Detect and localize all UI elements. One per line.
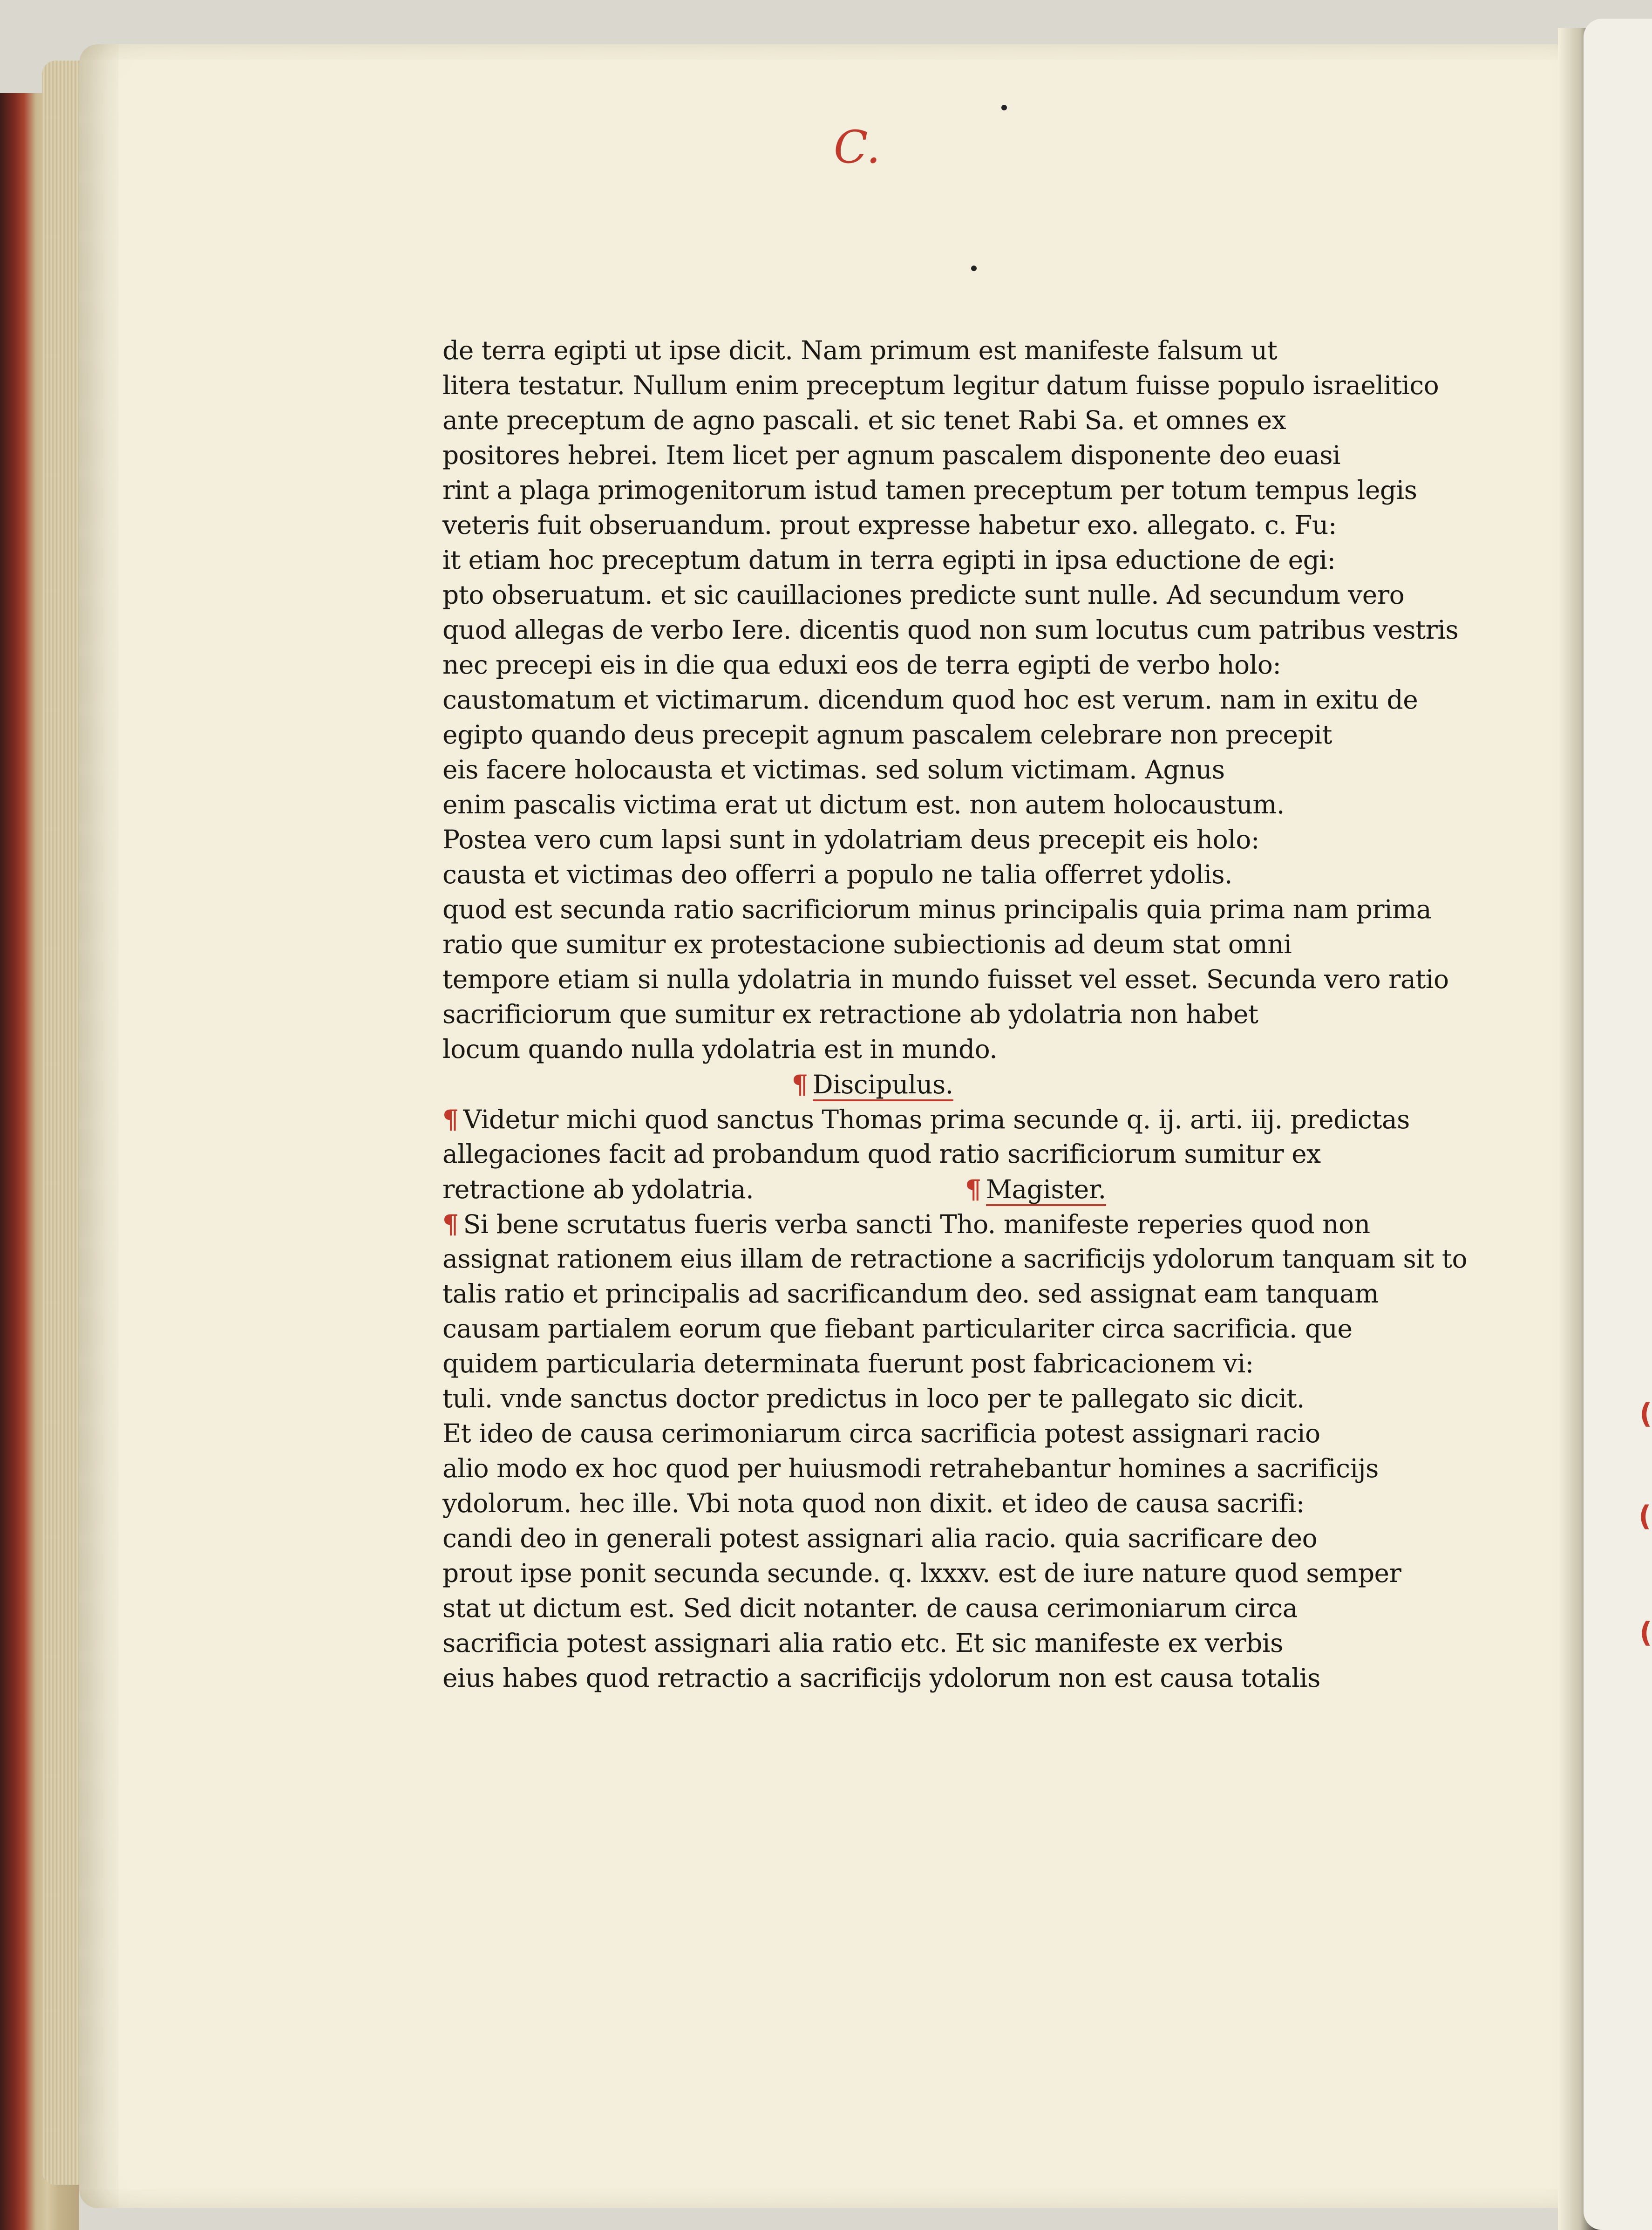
- text-line: ydolorum. hec ille. Vbi nota quod non dixit. et ideo de causa sacrifi:: [442, 1488, 1305, 1518]
- text-line: rint a plaga primogenitorum istud tamen preceptum per totum tempus legis: [442, 475, 1417, 505]
- magister-heading: Magister.: [986, 1174, 1106, 1206]
- text-line: alio modo ex hoc quod per huiusmodi retrahebantur homines a sacrificijs: [442, 1453, 1379, 1483]
- pilcrow-mark: ¶: [792, 1069, 808, 1099]
- text-line: it etiam hoc preceptum datum in terra egipti in ipsa eductione de egi:: [442, 545, 1336, 575]
- text-line: allegaciones facit ad probandum quod ratio sacrificiorum sumitur ex: [442, 1139, 1321, 1169]
- text-line: tuli. vnde sanctus doctor predictus in loco per te pallegato sic dicit.: [442, 1384, 1305, 1413]
- text-line: eis facere holocausta et victimas. sed solum victimam. Agnus: [442, 755, 1225, 784]
- facing-page-rubric-mark: (: [1638, 1500, 1652, 1533]
- text-line: Et ideo de causa cerimoniarum circa sacrificia potest assignari racio: [442, 1418, 1320, 1448]
- text-line: assignat rationem eius illam de retractione a sacrificijs ydolorum tanquam sit to: [442, 1244, 1468, 1274]
- text-line: litera testatur. Nullum enim preceptum legitur datum fuisse populo israelitico: [442, 370, 1439, 400]
- text-line: stat ut dictum est. Sed dicit notanter. de causa cerimoniarum circa: [442, 1593, 1298, 1623]
- text-line: causam partialem eorum que fiebant particulariter circa sacrificia. que: [442, 1314, 1353, 1343]
- section-3: [442, 1207, 1468, 1696]
- text-line: [442, 1102, 1410, 1137]
- discipulus-heading-line: [442, 1067, 1318, 1102]
- text-line: quod est secunda ratio sacrificiorum minus principalis quia prima nam prima: [442, 894, 1432, 924]
- folio-signature: C.: [834, 121, 881, 173]
- text-column: [442, 333, 1468, 1696]
- text-line: ante preceptum de agno pascali. et sic tenet Rabi Sa. et omnes ex: [442, 405, 1286, 435]
- text-line-content: retractione ab ydolatria.: [442, 1174, 754, 1204]
- facing-page-rubric-mark: (: [1639, 1616, 1652, 1649]
- text-line: quidem particularia determinata fuerunt post fabricacionem vi:: [442, 1349, 1254, 1378]
- text-line: sacrificiorum que sumitur ex retractione ab ydolatria non habet: [442, 999, 1258, 1029]
- ink-speck: [971, 266, 977, 271]
- text-line: quod allegas de verbo Iere. dicentis quod non sum locutus cum patribus vestris: [442, 615, 1459, 645]
- text-line: talis ratio et principalis ad sacrificandum deo. sed assignat eam tanquam: [442, 1279, 1379, 1309]
- text-line-content: Si bene scrutatus fueris verba sancti Tho. manifeste reperies quod non: [463, 1209, 1370, 1239]
- facing-page-edge: [1584, 19, 1652, 2230]
- facing-page-rubric-mark: (: [1639, 1398, 1652, 1430]
- ink-speck: [1001, 105, 1007, 110]
- text-line: caustomatum et victimarum. dicendum quod hoc est verum. nam in exitu de: [442, 685, 1418, 715]
- text-line-content: Videtur michi quod sanctus Thomas prima secunde q. ij. arti. iij. predictas: [463, 1105, 1410, 1134]
- text-line: positores hebrei. Item licet per agnum pascalem disponente deo euasi: [442, 440, 1341, 470]
- text-line: tempore etiam si nulla ydolatria in mundo fuisset vel esset. Secunda vero ratio: [442, 964, 1449, 994]
- text-line: ratio que sumitur ex protestacione subiectionis ad deum stat omni: [442, 929, 1292, 959]
- section-1: [442, 333, 1459, 1067]
- text-line: locum quando nulla ydolatria est in mundo.: [442, 1034, 998, 1064]
- text-line: sacrificia potest assignari alia ratio etc. Et sic manifeste ex verbis: [442, 1628, 1283, 1658]
- pilcrow-mark: ¶: [965, 1174, 981, 1204]
- section-2: [442, 1102, 1410, 1207]
- text-line: de terra egipti ut ipse dicit. Nam primum est manifeste falsum ut: [442, 335, 1278, 365]
- text-line: enim pascalis victima erat ut dictum est. non autem holocaustum.: [442, 790, 1285, 819]
- text-line: [442, 1172, 1318, 1207]
- text-line: pto obseruatum. et sic cauillaciones predicte sunt nulle. Ad secundum vero: [442, 580, 1405, 610]
- text-line: [442, 1207, 1370, 1241]
- text-line: egipto quando deus precepit agnum pascalem celebrare non precepit: [442, 720, 1332, 750]
- discipulus-heading: Discipulus.: [813, 1070, 953, 1101]
- text-line: Postea vero cum lapsi sunt in ydolatriam deus precepit eis holo:: [442, 825, 1259, 854]
- pilcrow-mark: ¶: [442, 1209, 459, 1239]
- text-line: nec precepi eis in die qua eduxi eos de terra egipti de verbo holo:: [442, 650, 1281, 680]
- text-line: causta et victimas deo offerri a populo ne talia offerret ydolis.: [442, 859, 1233, 889]
- text-line: candi deo in generali potest assignari alia racio. quia sacrificare deo: [442, 1523, 1318, 1553]
- pilcrow-mark: ¶: [442, 1104, 459, 1134]
- text-line: veteris fuit obseruandum. prout expresse habetur exo. allegato. c. Fu:: [442, 510, 1337, 540]
- text-line: prout ipse ponit secunda secunde. q. lxxxv. est de iure nature quod semper: [442, 1558, 1401, 1588]
- text-line: eius habes quod retractio a sacrificijs ydolorum non est causa totalis: [442, 1663, 1320, 1693]
